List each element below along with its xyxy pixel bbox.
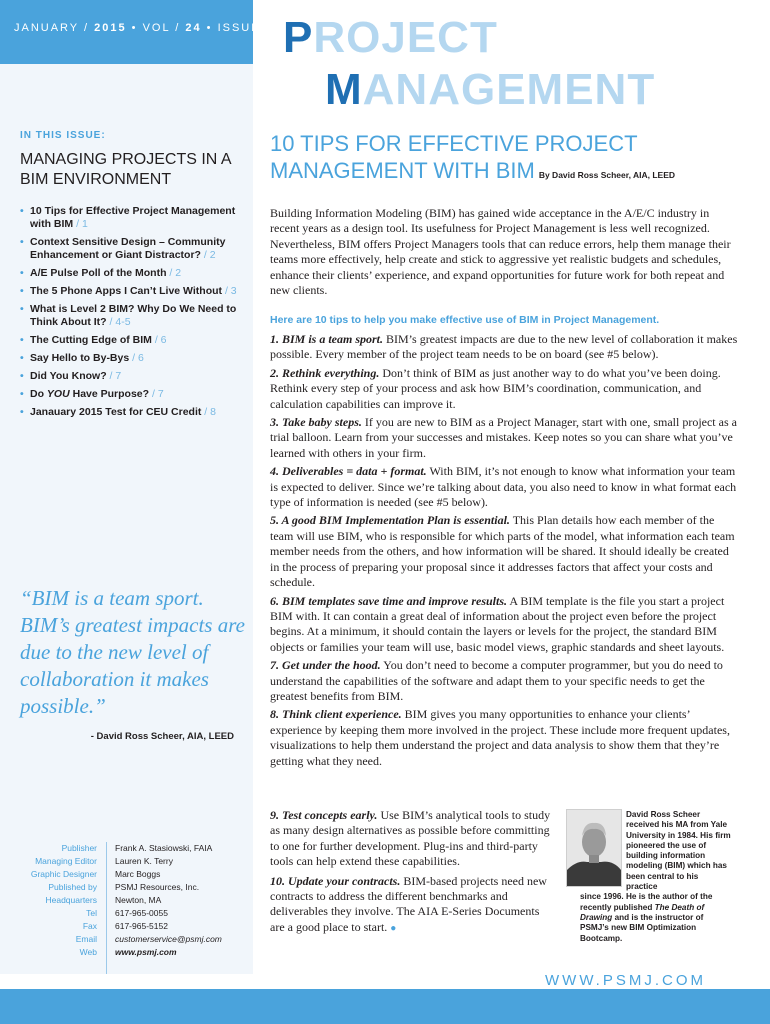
colophon-label: Managing Editor xyxy=(35,856,97,866)
colophon-row xyxy=(0,855,253,868)
colophon-label: Tel xyxy=(86,908,97,918)
sidebar-background xyxy=(0,64,253,974)
article-lead-in: Here are 10 tips to help you make effective use of BIM in Project Management. xyxy=(270,314,660,326)
masthead-line-1 xyxy=(283,14,498,62)
toc-item[interactable]: • A/E Pulse Poll of the Month / 2 xyxy=(20,267,182,279)
toc-item-text: Context Sensitive Design – Community Enhancement or Giant Distractor? xyxy=(30,236,226,261)
toc-item-text: Have Purpose? xyxy=(69,388,150,400)
toc-item[interactable]: • Context Sensitive Design – Community Enhancement or Giant Distractor? / 2 xyxy=(20,236,226,261)
toc-page: 2 xyxy=(175,267,182,279)
bullet-icon: • xyxy=(20,205,24,217)
pull-quote-attribution: - David Ross Scheer, AIA, LEED xyxy=(90,731,234,742)
email-link[interactable]: customerservice@psmj.com xyxy=(115,934,222,944)
author-bio xyxy=(580,810,732,944)
author-bio-tail xyxy=(580,892,732,943)
toc-item[interactable]: • 10 Tips for Effective Project Management with BIM / 1 xyxy=(20,205,236,230)
vol-label: VOL xyxy=(142,22,171,34)
bullet-icon: • xyxy=(20,388,24,400)
colophon-value: Lauren K. Terry xyxy=(115,856,173,866)
toc-item[interactable]: • Janauary 2015 Test for CEU Credit / 8 xyxy=(20,406,216,418)
toc-item-text: Say Hello to By-Bys xyxy=(30,352,130,364)
tip-heading: 4. Deliverables = data + format. xyxy=(270,464,427,479)
colophon-row xyxy=(0,868,253,881)
toc-page: 7 xyxy=(115,370,122,382)
tips-list xyxy=(270,332,740,772)
toc-page: 6 xyxy=(160,334,167,346)
colophon-row xyxy=(0,881,253,894)
vol-number: 24 xyxy=(185,22,202,34)
tip-heading: 6. BIM templates save time and improve results. xyxy=(270,593,507,608)
web-link[interactable]: www.psmj.com xyxy=(115,947,177,957)
masthead-cap-p: P xyxy=(283,13,314,62)
tip-paragraph xyxy=(270,366,740,412)
colophon-value: 617-965-0055 xyxy=(115,908,168,918)
toc-page: 7 xyxy=(157,388,164,400)
toc-item[interactable]: • The 5 Phone Apps I Can’t Live Without / 3 xyxy=(20,285,237,297)
tip-body: Use BIM’s analytical tools to study as many design alternatives as possible before committing to one for further development. Plug-ins and third-party tools can help extend these capabilities. xyxy=(270,808,551,869)
toc-item[interactable]: • What is Level 2 BIM? Why Do We Need to Think About It? / 4-5 xyxy=(20,303,237,328)
in-this-issue-label: IN THIS ISSUE: xyxy=(20,130,106,141)
colophon-label: Graphic Designer xyxy=(30,869,97,879)
issue-line: JANUARY / 2015 • VOL / 24 • ISSUE / 1 xyxy=(14,22,284,34)
bullet-icon: • xyxy=(20,370,24,382)
tip-paragraph xyxy=(270,464,740,510)
toc-item[interactable]: • Did You Know? / 7 xyxy=(20,370,122,382)
toc-item-text: What is Level 2 BIM? Why Do We Need to Think About It? xyxy=(30,303,237,328)
tip-body: If you are new to BIM as a Project Manager, start with one, small project as a trial balloon. Learn from your successes and mistakes. Keep notes so you can share what you’ve learned with others in your firm. xyxy=(270,415,737,460)
colophon-row xyxy=(0,920,253,933)
footer-website-link[interactable]: WWW.PSMJ.COM xyxy=(545,972,706,989)
issue-month: JANUARY xyxy=(14,22,79,34)
toc-page: 6 xyxy=(137,352,144,364)
tip-body: A BIM template is the file you start a project BIM with. It can contain a great deal of information about the project even before the project begins. At a minimum, it should contain the layers or levels for the project, the standard BIM objects or families your team will use, basic model views, graphic standards and sheet layouts. xyxy=(270,593,725,654)
colophon-label: Publisher xyxy=(61,843,97,853)
bullet-icon: • xyxy=(20,236,24,248)
bullet-icon: • xyxy=(20,334,24,346)
toc-item-text: 10 Tips for Effective Project Management with BIM xyxy=(30,205,236,230)
article-title-text: 10 TIPS FOR EFFECTIVE PROJECT MANAGEMENT WITH BIM xyxy=(270,131,638,183)
bullet-icon: • xyxy=(20,285,24,297)
tip-heading: 3. Take baby steps. xyxy=(270,415,362,430)
tip-body: Don’t think of BIM as just another way to do what you’ve been doing. Rethink every step of your process and ask how BIM’s coordination, communication, and calculation capabilities can improve it. xyxy=(270,365,721,411)
bullet-icon: • xyxy=(20,267,24,279)
pull-quote: “BIM is a team sport. BIM’s greatest impacts are due to the new level of collaboration it makes possible.” xyxy=(20,586,245,718)
toc-item-text: A/E Pulse Poll of the Month xyxy=(30,267,167,279)
tip-body: BIM-based projects need new contracts to address the different benchmarks and deliverables they involve. The AIA E-Series Documents are a good place to start. xyxy=(270,873,547,934)
tip-body: This Plan details how each member of the team will use BIM, who is responsible for which parts of the model, what information each team member needs from the others, and how information will be shared. It should ideally be created in the process of preparing your proposal since it addresses factors that affect your costs and schedule. xyxy=(270,513,735,590)
tip-paragraph xyxy=(270,415,740,461)
tip-heading: 8. Think client experience. xyxy=(270,707,402,722)
table-of-contents xyxy=(20,205,250,424)
toc-page: 2 xyxy=(209,249,216,261)
end-mark-icon: ● xyxy=(390,922,397,934)
colophon-label: Headquarters xyxy=(45,895,97,905)
tip-paragraph xyxy=(270,658,740,704)
toc-item-text: The Cutting Edge of BIM xyxy=(30,334,152,346)
tips-list-narrow xyxy=(270,808,553,940)
tip-body: BIM gives you many opportunities to enhance your clients’ experience by keeping them more involved in the project. These include more frequent updates, visualizations to help them understand the project and data analysis to show them that they’re getting what they need. xyxy=(270,707,730,768)
article-intro: Building Information Modeling (BIM) has gained wide acceptance in the A/E/C industry in recent years as a design tool. Its usefulness for Project Management is less well recognized. Nevertheless, BIM offers Project Managers tools that can reduce errors, help them manage their teams more effectively, help create and stick to aggressive yet realistic budgets and schedules, enhance their clients’ experience, and expand opportunities for future work for both repeat and new clients. xyxy=(270,206,731,298)
tip-body: You don’t need to become a computer programmer, but you do need to understand the capabilities of the software and adapt them to your specific needs to get the greatest benefits from BIM. xyxy=(270,658,723,703)
toc-item-emphasis: YOU xyxy=(46,388,70,400)
colophon-row xyxy=(0,842,253,855)
colophon-value: Frank A. Stasiowski, FAIA xyxy=(115,843,213,853)
toc-item[interactable]: • Do YOU Have Purpose? / 7 xyxy=(20,388,164,400)
toc-item[interactable]: • Say Hello to By-Bys / 6 xyxy=(20,352,144,364)
sidebar-title: MANAGING PROJECTS IN A BIM ENVIRONMENT xyxy=(20,151,231,188)
toc-item-text: Do xyxy=(30,388,47,400)
toc-item-text: Janauary 2015 Test for CEU Credit xyxy=(30,406,202,418)
issue-year: 2015 xyxy=(94,22,127,34)
colophon-label: Published by xyxy=(48,882,97,892)
toc-page: 4-5 xyxy=(115,316,131,328)
colophon-row xyxy=(0,894,253,907)
bullet-icon: • xyxy=(20,406,24,418)
colophon-value: Marc Boggs xyxy=(115,869,161,879)
colophon-row xyxy=(0,933,253,946)
tip-body: With BIM, it’s not enough to know what information your team is expected to deliver. Since we’re talking about data, you also need to know in what format each type of information is needed (see #5 below). xyxy=(270,464,737,510)
toc-item[interactable]: • The Cutting Edge of BIM / 6 xyxy=(20,334,167,346)
toc-page: 1 xyxy=(81,218,88,230)
tip-paragraph xyxy=(270,808,553,870)
toc-item-text: The 5 Phone Apps I Can’t Live Without xyxy=(30,285,223,297)
tip-heading: 7. Get under the hood. xyxy=(270,658,381,673)
tip-paragraph xyxy=(270,707,740,769)
colophon-label: Web xyxy=(79,947,97,957)
tip-paragraph xyxy=(270,594,740,656)
tip-paragraph xyxy=(270,513,740,590)
tip-heading: 9. Test concepts early. xyxy=(270,808,378,822)
author-bio-head: David Ross Scheer received his MA from Yale University in 1984. His firm pioneered the use of building information modeling (BIM) which has been central to his practice xyxy=(626,810,731,892)
colophon xyxy=(0,842,253,959)
toc-page: 8 xyxy=(210,406,216,418)
issue-label: ISSUE xyxy=(217,22,261,34)
article-byline: By David Ross Scheer, AIA, LEED xyxy=(538,170,676,180)
colophon-value: Newton, MA xyxy=(115,895,162,905)
bullet-icon: • xyxy=(20,303,24,315)
tip-heading: 5. A good BIM Implementation Plan is essential. xyxy=(270,513,510,528)
colophon-value: 617-965-5152 xyxy=(115,921,168,931)
colophon-row xyxy=(0,907,253,920)
masthead-rest-2: ANAGEMENT xyxy=(362,65,656,114)
author-bio-text: since 1996. He is the author of the recently published xyxy=(580,892,713,912)
tip-heading: 2. Rethink everything. xyxy=(270,365,380,380)
bullet-icon: • xyxy=(20,352,24,364)
issue-number: 1 xyxy=(275,22,284,34)
colophon-label: Email xyxy=(75,934,97,944)
toc-page: 3 xyxy=(230,285,237,297)
tip-paragraph xyxy=(270,332,740,363)
tip-body: BIM’s greatest impacts are due to the new level of collaboration it makes possible. Every member of the project team needs to be on board (see #5 below). xyxy=(270,332,738,362)
toc-item-text: Did You Know? xyxy=(30,370,107,382)
colophon-label: Fax xyxy=(82,921,97,931)
issue-banner xyxy=(0,0,284,64)
masthead-line-2 xyxy=(325,66,655,114)
author-bio-book: The Death of Drawing xyxy=(580,902,705,922)
tip-paragraph xyxy=(270,874,553,937)
masthead-rest-1: ROJECT xyxy=(313,13,498,62)
masthead-cap-m: M xyxy=(325,65,363,114)
colophon-row xyxy=(0,946,253,959)
author-bio-text: and is the instructor of PSMJ’s new BIM Optimization Bootcamp. xyxy=(580,912,704,943)
article-title xyxy=(270,130,750,189)
tip-heading: 1. BIM is a team sport. xyxy=(270,332,384,346)
tip-heading: 10. Update your contracts. xyxy=(270,873,401,888)
colophon-value: PSMJ Resources, Inc. xyxy=(115,882,200,892)
